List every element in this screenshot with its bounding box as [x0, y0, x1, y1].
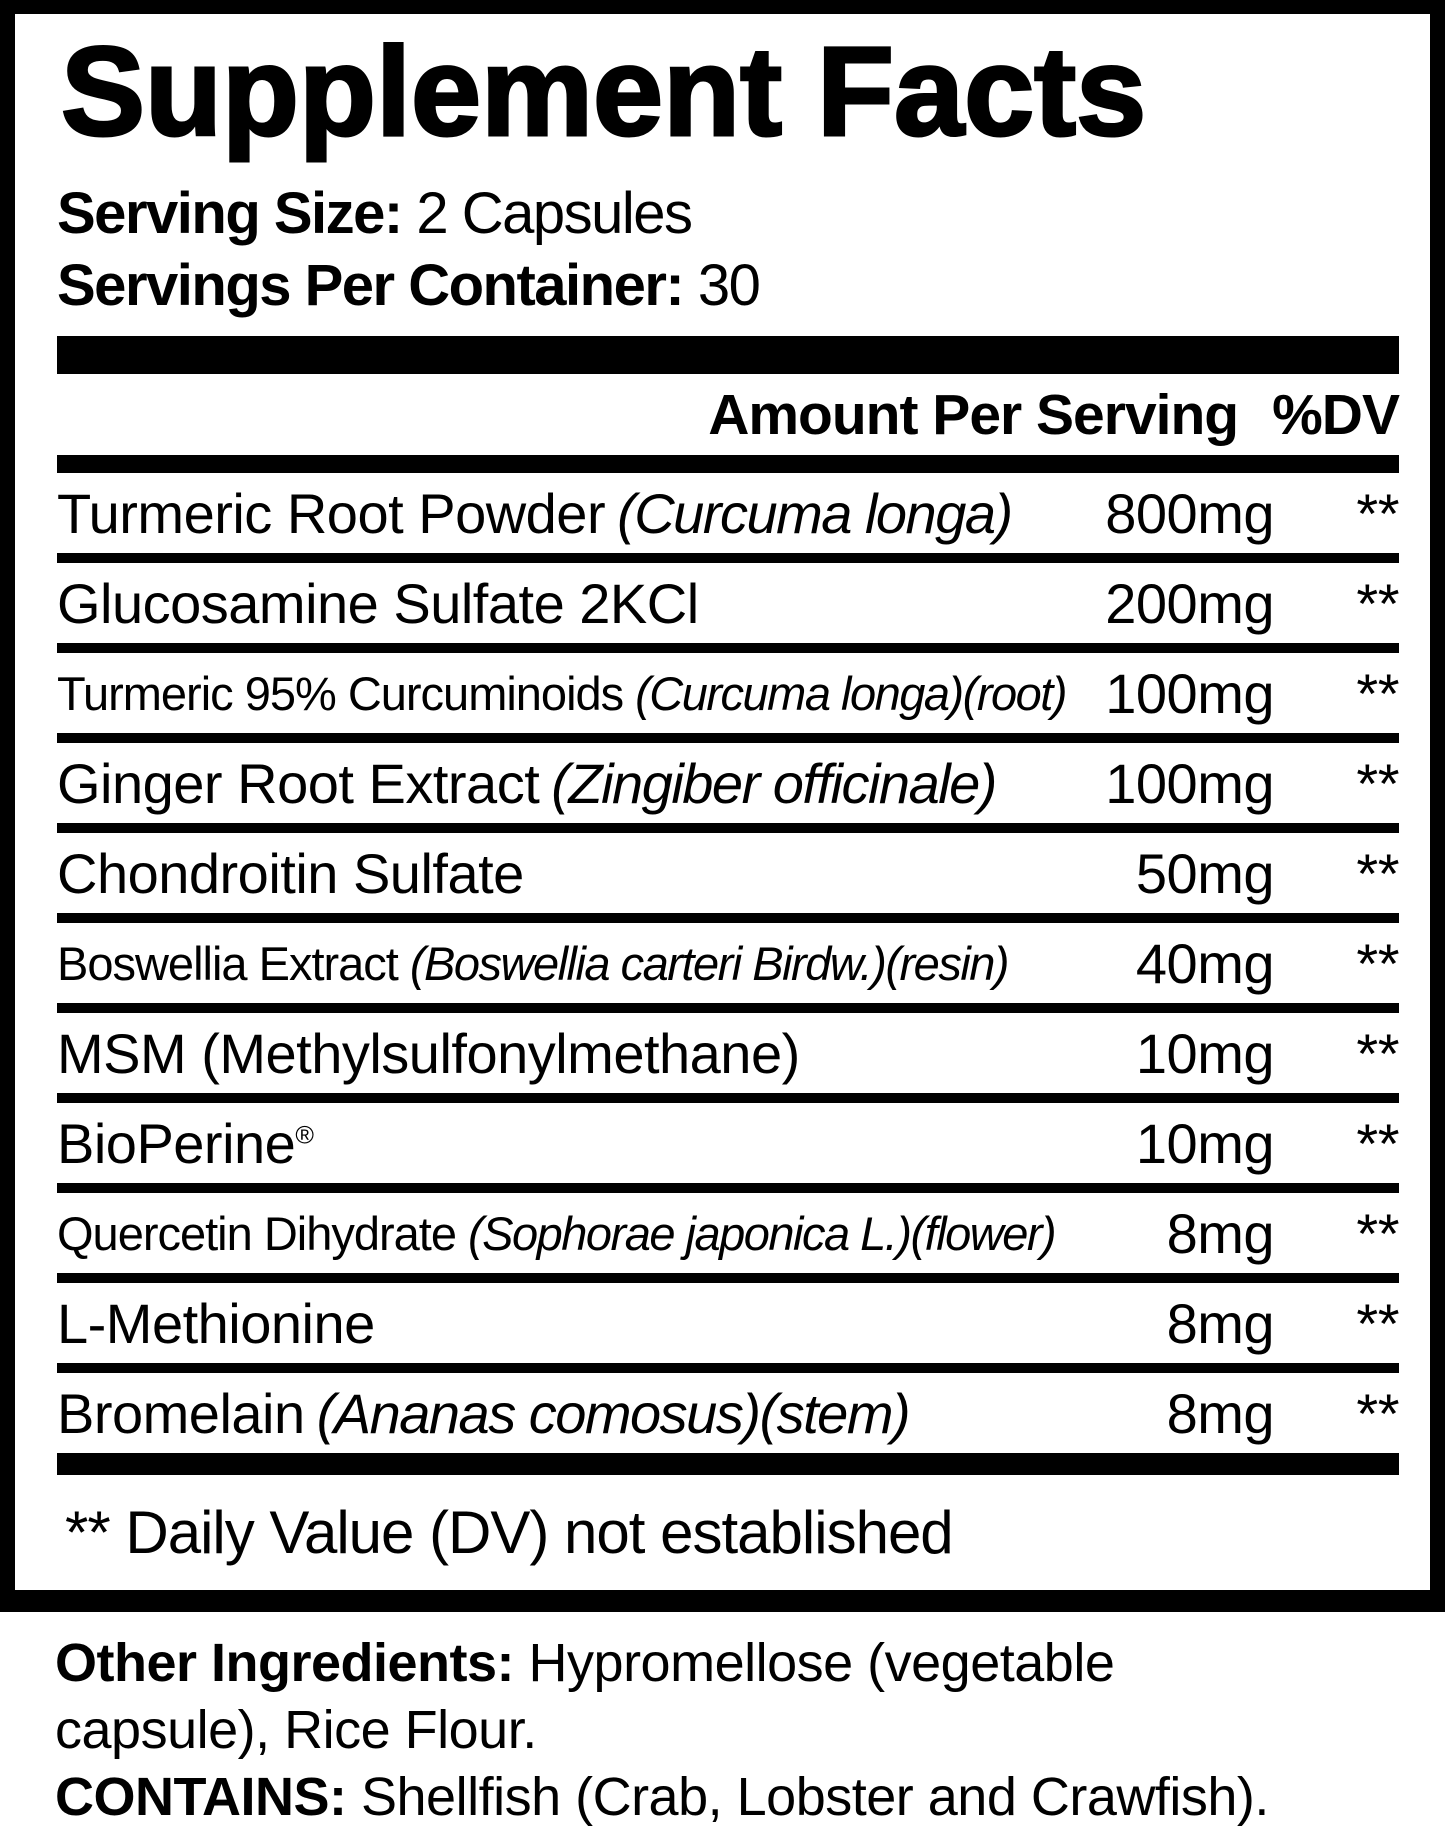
ingredient-name: Quercetin Dihydrate	[57, 1206, 456, 1260]
ingredient-dv: **	[1356, 1201, 1399, 1265]
ingredient-row	[57, 563, 1399, 653]
ingredient-name-cell	[57, 751, 1105, 816]
ingredient-dv: **	[1356, 751, 1399, 815]
ingredient-name: Ginger Root Extract	[57, 751, 540, 815]
ingredient-amount: 10mg	[1135, 1021, 1274, 1085]
ingredient-row	[57, 1193, 1399, 1283]
divider-bar-thick-bottom	[57, 1453, 1399, 1475]
ingredient-row	[57, 833, 1399, 923]
ingredient-name-cell	[57, 481, 1105, 546]
ingredient-dv: **	[1356, 661, 1399, 725]
ingredient-name: Bromelain	[57, 1381, 305, 1445]
ingredient-row	[57, 923, 1399, 1013]
serving-info	[57, 178, 1399, 322]
ingredient-latin-name: (Curcuma longa)	[617, 481, 1012, 545]
ingredient-dv: **	[1356, 481, 1399, 545]
ingredient-latin-name: (Zingiber officinale)	[551, 751, 996, 815]
ingredient-amount: 800mg	[1105, 481, 1274, 545]
contains-text: Shellfish (Crab, Lobster and Crawfish).	[346, 1767, 1269, 1827]
ingredient-amount: 10mg	[1135, 1111, 1274, 1175]
ingredient-row	[57, 1373, 1399, 1453]
divider-bar-thin	[57, 455, 1399, 473]
ingredient-amount: 8mg	[1166, 1291, 1274, 1355]
panel-title: Supplement Facts	[61, 21, 1147, 162]
ingredient-name: Turmeric 95% Curcuminoids	[57, 666, 624, 720]
ingredient-amount: 50mg	[1135, 841, 1274, 905]
ingredient-amount: 200mg	[1105, 571, 1274, 635]
ingredient-latin-name: (Sophorae japonica L.)(flower)	[467, 1206, 1056, 1260]
ingredient-dv: **	[1356, 931, 1399, 995]
ingredient-dv: **	[1356, 1381, 1399, 1445]
ingredient-name: Boswellia Extract	[57, 936, 398, 990]
ingredient-row	[57, 1103, 1399, 1193]
table-header-row	[57, 383, 1399, 447]
ingredient-amount: 8mg	[1166, 1381, 1274, 1445]
ingredient-dv: **	[1356, 1291, 1399, 1355]
ingredient-dv: **	[1356, 1021, 1399, 1085]
servings-per-container-value: 30	[683, 253, 760, 318]
ingredient-name-cell	[57, 571, 1105, 636]
percent-dv-header: %DV	[1272, 383, 1399, 447]
ingredient-name: Chondroitin Sulfate	[57, 841, 524, 905]
contains-label: CONTAINS:	[55, 1767, 347, 1827]
serving-size-label: Serving Size:	[57, 181, 402, 246]
other-ingredients-line-2: capsule), Rice Flour.	[55, 1700, 537, 1760]
other-ingredients-text: Hypromellose (vegetable	[514, 1633, 1115, 1693]
amount-per-serving-header: Amount Per Serving	[708, 383, 1239, 447]
serving-size-value: 2 Capsules	[401, 181, 692, 246]
ingredient-name: BioPerine®	[57, 1111, 314, 1175]
ingredient-dv: **	[1356, 1111, 1399, 1175]
ingredient-amount: 100mg	[1105, 751, 1274, 815]
other-ingredients-label: Other Ingredients:	[55, 1633, 515, 1693]
servings-per-container-label: Servings Per Container:	[57, 253, 684, 318]
ingredient-latin-name: (Boswellia carteri Birdw.)(resin)	[409, 936, 1009, 990]
ingredient-name-cell	[57, 1021, 1124, 1086]
ingredient-name: Glucosamine Sulfate 2KCl	[57, 571, 699, 635]
ingredient-amount: 8mg	[1166, 1201, 1274, 1265]
ingredient-latin-name: (Curcuma longa)(root)	[635, 666, 1066, 720]
ingredient-rows	[57, 473, 1399, 1453]
ingredient-row	[57, 1013, 1399, 1103]
ingredient-row	[57, 653, 1399, 743]
ingredient-amount: 100mg	[1105, 661, 1274, 725]
ingredient-name-cell	[57, 1291, 1124, 1356]
ingredient-name-cell	[57, 1381, 1124, 1446]
ingredient-name-cell	[57, 1206, 1124, 1261]
ingredient-latin-name: (Ananas comosus)(stem)	[316, 1381, 910, 1445]
ingredient-name: Turmeric Root Powder	[57, 481, 606, 545]
ingredient-dv: **	[1356, 841, 1399, 905]
ingredient-amount: 40mg	[1135, 931, 1274, 995]
ingredient-name-cell	[57, 1111, 1124, 1176]
other-ingredients-section	[55, 1630, 1445, 1827]
servings-per-container-line	[57, 250, 1399, 322]
contains-line	[55, 1764, 1445, 1827]
ingredient-name-cell	[57, 666, 1105, 721]
ingredient-row	[57, 473, 1399, 563]
ingredient-name: L-Methionine	[57, 1291, 375, 1355]
serving-size-line	[57, 178, 1399, 250]
other-ingredients-line-1	[55, 1630, 1445, 1697]
ingredient-row	[57, 743, 1399, 833]
ingredient-dv: **	[1356, 571, 1399, 635]
ingredient-name-cell	[57, 936, 1124, 991]
divider-bar-thick	[57, 336, 1399, 374]
daily-value-footnote: ** Daily Value (DV) not established	[65, 1499, 953, 1566]
ingredient-name: MSM (Methylsulfonylmethane)	[57, 1021, 800, 1085]
ingredient-row	[57, 1283, 1399, 1373]
ingredient-name-cell	[57, 841, 1124, 906]
